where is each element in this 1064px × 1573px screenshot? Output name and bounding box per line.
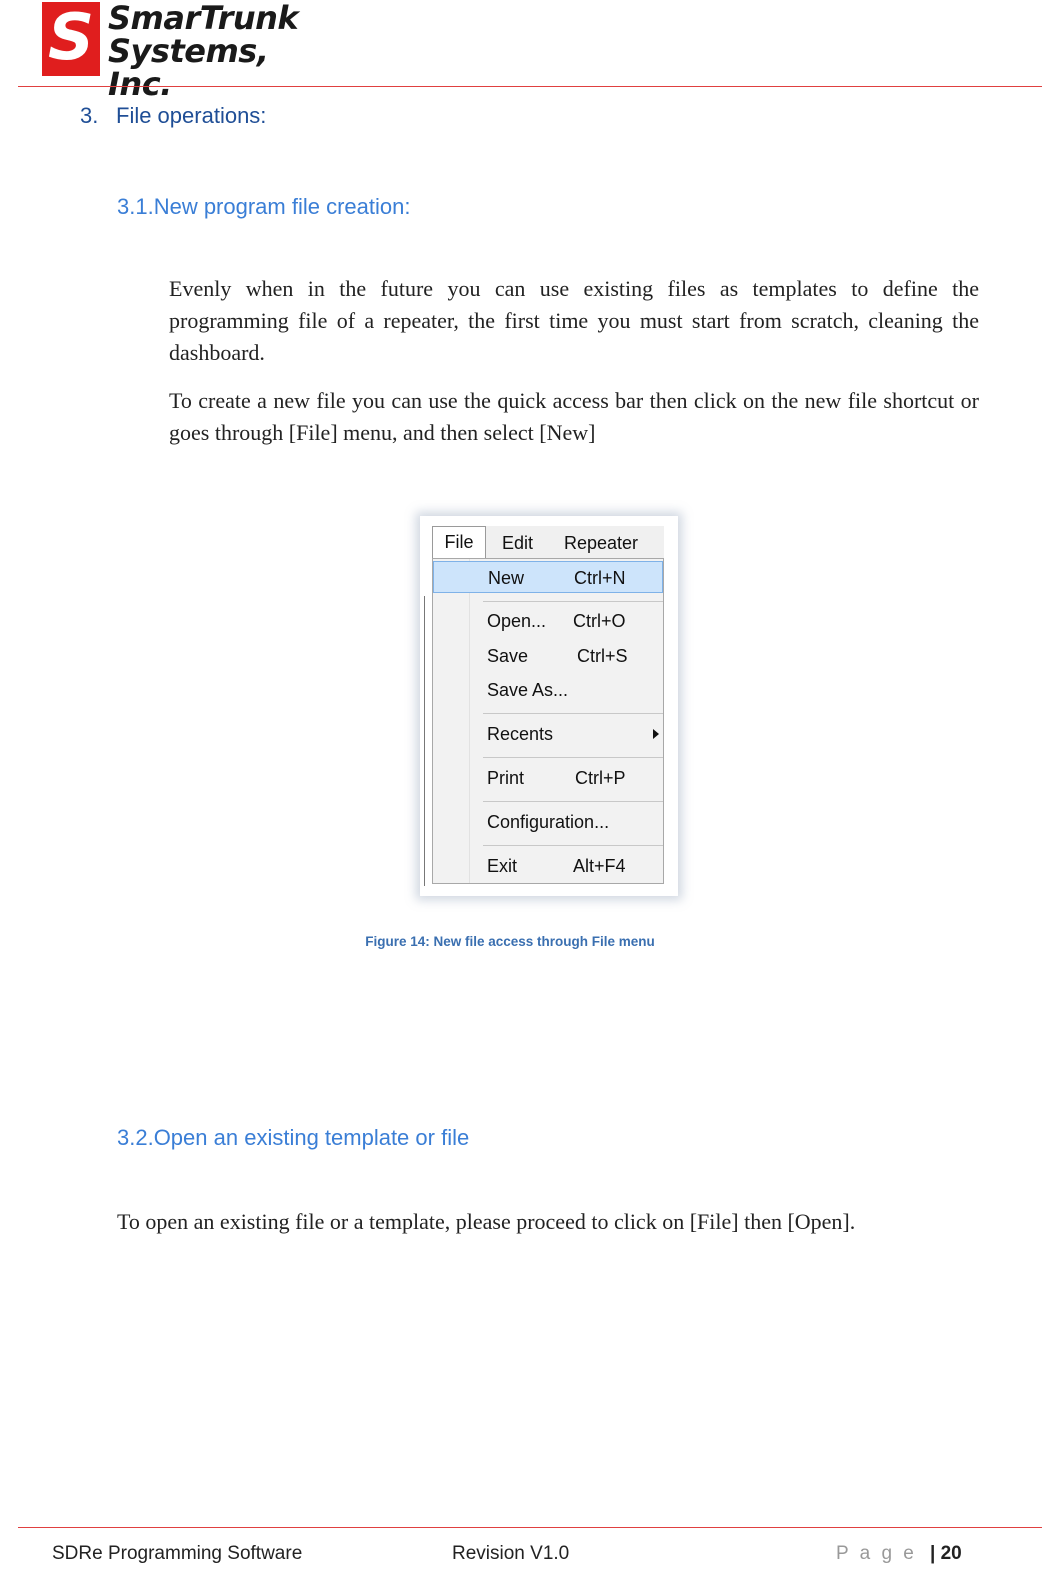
menu-bar: [432, 526, 664, 559]
logo-mark-icon: S: [42, 2, 100, 76]
menu-item-label: Save As...: [487, 680, 569, 700]
menu-edit[interactable]: Edit: [502, 533, 534, 553]
menu-item-label: Print: [487, 768, 525, 788]
menu-item-label: Save: [487, 646, 529, 666]
menu-item-print[interactable]: [433, 762, 663, 794]
menu-separator: [483, 845, 663, 846]
menu-separator: [483, 801, 663, 802]
footer-revision: Revision V1.0: [452, 1543, 570, 1564]
company-name-line2: Systems, Inc.: [108, 32, 269, 103]
menu-item-shortcut: Ctrl+N: [574, 568, 626, 588]
menu-item-label: Configuration...: [487, 812, 610, 832]
menu-file[interactable]: File: [432, 526, 486, 558]
paragraph-new-file: To create a new file you can use the quick access bar then click on the new file shortcut or goes through [File] menu, and then select [New]: [169, 388, 979, 445]
footer-page-number: | 20: [930, 1543, 962, 1564]
menu-item-label: Exit: [487, 856, 518, 876]
menu-separator: [483, 601, 663, 602]
file-menu-figure: [420, 516, 678, 896]
subsection-heading-new-file: 3.1.New program file creation:: [117, 194, 411, 219]
company-logo: [40, 0, 340, 103]
section-heading: [80, 103, 266, 129]
menu-item-save-as[interactable]: [433, 674, 663, 706]
menu-item-shortcut: Alt+F4: [573, 856, 626, 876]
menu-item-shortcut: Ctrl+O: [573, 611, 626, 631]
footer-document-title: SDRe Programming Software: [52, 1543, 303, 1564]
menu-item-open[interactable]: [433, 605, 663, 637]
file-dropdown-menu: [432, 558, 664, 884]
menu-item-label: Recents: [487, 724, 554, 744]
subsection-heading-open-file: 3.2.Open an existing template or file: [117, 1125, 470, 1150]
figure-caption: Figure 14: New file access through File menu: [365, 934, 655, 949]
submenu-arrow-icon: [653, 729, 659, 739]
footer-divider: [18, 1527, 1042, 1528]
menu-separator: [483, 713, 663, 714]
window-edge: [424, 596, 429, 886]
menu-repeater[interactable]: Repeater: [564, 533, 639, 553]
menu-item-save[interactable]: [433, 640, 663, 672]
company-name-line1: SmarTrunk: [108, 0, 299, 37]
menu-item-new[interactable]: [433, 561, 663, 593]
menu-item-label: New: [488, 568, 525, 588]
paragraph-open-file: To open an existing file or a template, please proceed to click on [File] then [Open].: [117, 1209, 856, 1234]
menu-item-shortcut: Ctrl+S: [577, 646, 628, 666]
menu-item-recents[interactable]: [433, 718, 663, 750]
menu-item-label: Open...: [487, 611, 547, 631]
paragraph-intro: Evenly when in the future you can use existing files as templates to define the programming file of a repeater, the first time you must start from scratch, cleaning the dashboard.: [169, 276, 979, 365]
menu-item-configuration[interactable]: [433, 806, 663, 838]
footer-page-word: P a g e: [836, 1543, 917, 1564]
menu-item-shortcut: Ctrl+P: [575, 768, 626, 788]
section-title: File operations:: [116, 103, 267, 128]
menu-item-exit[interactable]: [433, 850, 663, 882]
header-divider: [18, 86, 1042, 87]
section-number: 3.: [80, 103, 99, 128]
menu-separator: [483, 757, 663, 758]
